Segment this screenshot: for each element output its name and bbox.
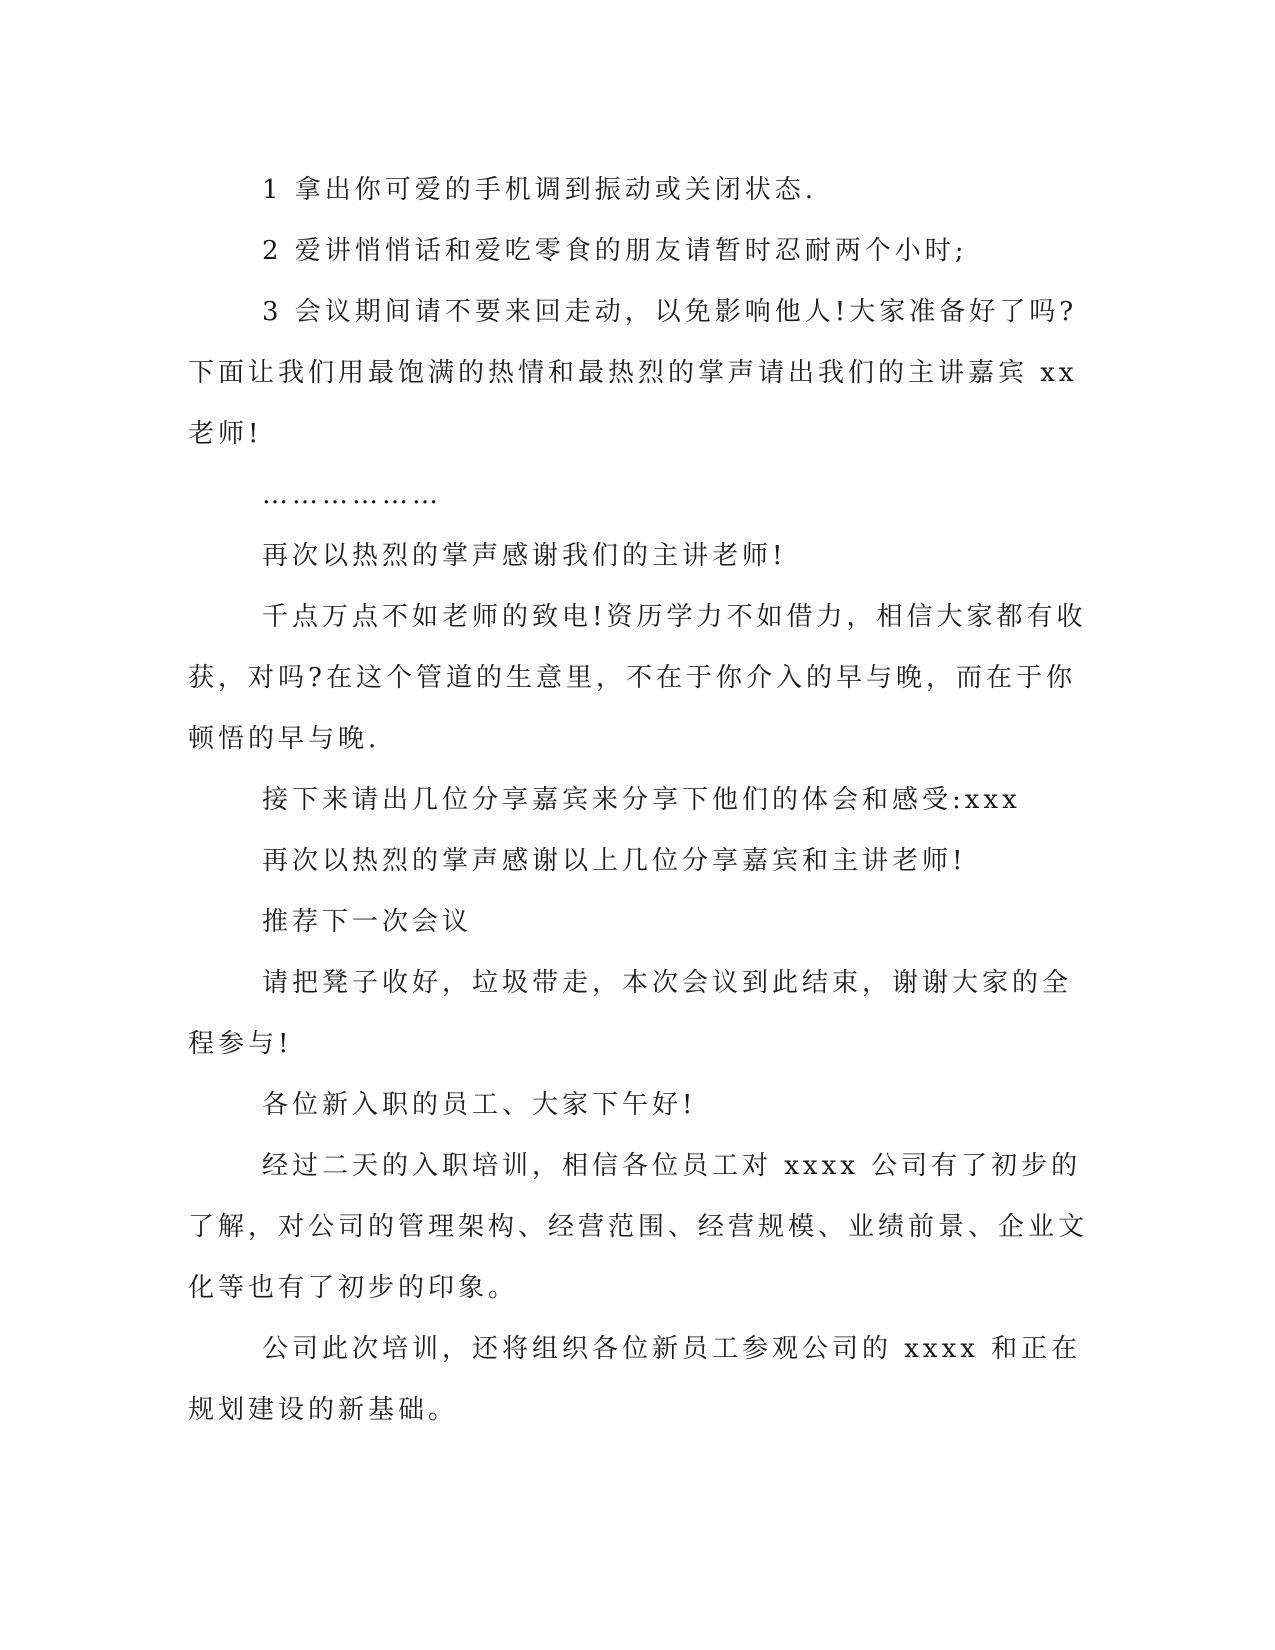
paragraph-13: 公司此次培训，还将组织各位新员工参观公司的 xxxx 和正在规划建设的新基础。 bbox=[188, 1334, 1082, 1425]
paragraph-12: 经过二天的入职培训，相信各位员工对 xxxx 公司有了初步的了解，对公司的管理架构、经营范围、经营规模、业绩前景、企业文化等也有了初步的印象。 bbox=[188, 1151, 1089, 1303]
paragraph-10: 请把凳子收好，垃圾带走，本次会议到此结束，谢谢大家的全程参与! bbox=[188, 968, 1073, 1059]
paragraph-2: 2 爱讲悄悄话和爱吃零食的朋友请暂时忍耐两个小时; bbox=[262, 236, 968, 266]
paragraph-1: 1 拿出你可爱的手机调到振动或关闭状态. bbox=[262, 175, 818, 205]
paragraph-3: 3 会议期间请不要来回走动，以免影响他人!大家准备好了吗?下面让我们用最饱满的热情和最热烈的掌声请出我们的主讲嘉宾 xx 老师! bbox=[188, 297, 1078, 449]
ellipsis-separator: ……………… bbox=[262, 480, 442, 510]
paragraph-7: 接下来请出几位分享嘉宾来分享下他们的体会和感受:xxx bbox=[262, 785, 1021, 815]
paragraph-5: 再次以热烈的掌声感谢我们的主讲老师! bbox=[262, 541, 787, 571]
paragraph-11: 各位新入职的员工、大家下午好! bbox=[262, 1090, 697, 1120]
paragraph-9: 推荐下一次会议 bbox=[262, 907, 473, 937]
document-body bbox=[188, 160, 1088, 1441]
paragraph-6: 千点万点不如老师的致电!资历学力不如借力，相信大家都有收获，对吗?在这个管道的生意里，不在于你介入的早与晚，而在于你顿悟的早与晚. bbox=[188, 602, 1087, 754]
paragraph-8: 再次以热烈的掌声感谢以上几位分享嘉宾和主讲老师! bbox=[262, 846, 967, 876]
